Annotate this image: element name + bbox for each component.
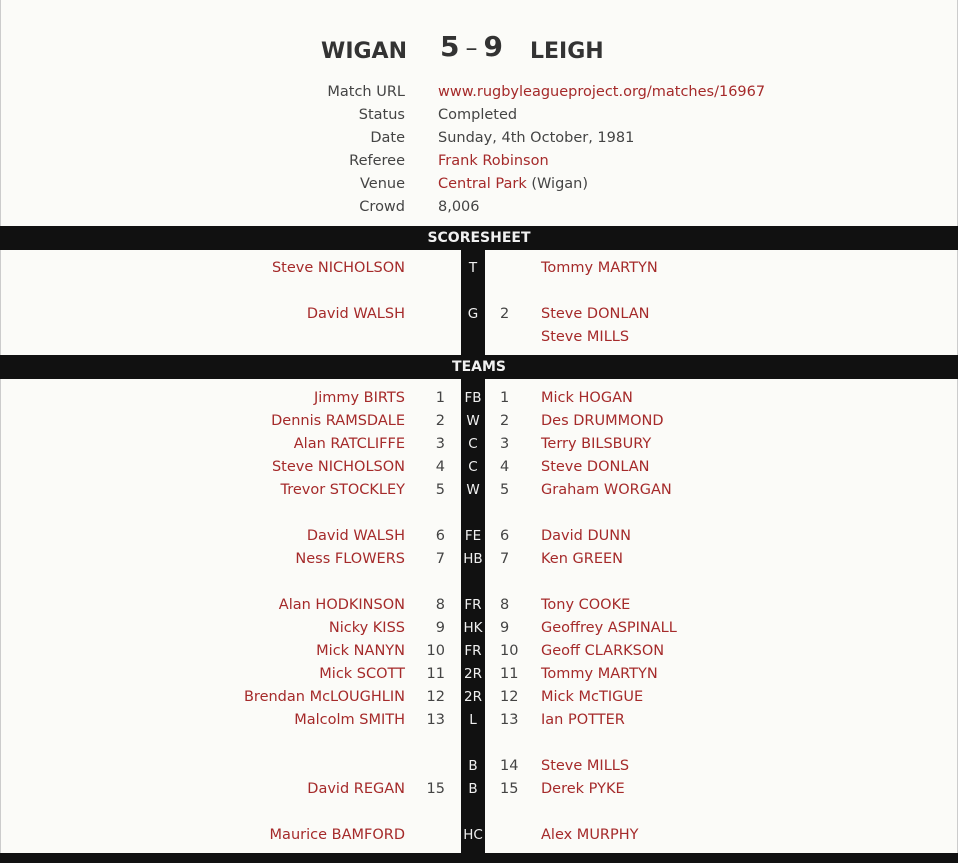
away-player-link[interactable]: Graham WORGAN xyxy=(541,482,672,498)
info-row xyxy=(0,196,958,219)
home-number: 5 xyxy=(435,482,445,498)
teams-row xyxy=(0,755,958,778)
teams-row xyxy=(0,709,958,732)
away-player-link[interactable]: Tommy MARTYN xyxy=(541,260,658,276)
teams-row xyxy=(0,525,958,548)
home-player-link[interactable]: Steve NICHOLSON xyxy=(271,459,405,475)
scoresheet-row xyxy=(0,280,958,303)
home-number: 12 xyxy=(426,689,445,705)
away-player-link[interactable]: Steve DONLAN xyxy=(541,459,650,475)
info-label: Venue xyxy=(359,176,405,192)
match-header xyxy=(0,30,958,70)
position-label: C xyxy=(468,459,478,475)
away-player-link[interactable]: Mick McTIGUE xyxy=(541,689,644,705)
away-player-link[interactable]: Ken GREEN xyxy=(541,551,623,567)
away-number: 5 xyxy=(500,482,510,498)
away-number: 4 xyxy=(500,459,510,475)
teams-row xyxy=(0,686,958,709)
home-number: 9 xyxy=(435,620,445,636)
away-player-link[interactable]: Steve MILLS xyxy=(541,758,630,774)
home-number: 3 xyxy=(435,436,445,452)
teams-row xyxy=(0,778,958,801)
away-player-link[interactable]: Ian POTTER xyxy=(541,712,625,728)
away-number: 13 xyxy=(500,712,519,728)
home-score: 5 xyxy=(440,30,460,63)
scoresheet-row xyxy=(0,303,958,326)
home-player-link[interactable]: Mick SCOTT xyxy=(319,666,405,682)
away-number: 7 xyxy=(500,551,510,567)
home-number: 2 xyxy=(435,413,445,429)
home-number: 6 xyxy=(435,528,445,544)
info-value xyxy=(438,104,517,127)
info-value xyxy=(438,81,765,104)
position-label: FR xyxy=(464,597,482,613)
info-value xyxy=(438,196,480,219)
home-player-link[interactable]: Dennis RAMSDALE xyxy=(271,413,405,429)
home-number: 4 xyxy=(435,459,445,475)
info-value xyxy=(438,150,549,173)
teams-row xyxy=(0,617,958,640)
teams-row xyxy=(0,801,958,824)
info-label: Status xyxy=(358,107,405,123)
info-link[interactable]: Central Park xyxy=(438,176,527,192)
info-label: Date xyxy=(370,130,405,146)
away-player-link[interactable]: Geoffrey ASPINALL xyxy=(541,620,677,636)
teams-row xyxy=(0,640,958,663)
home-number: 7 xyxy=(435,551,445,567)
match-score xyxy=(440,30,503,63)
away-player-link[interactable]: Steve DONLAN xyxy=(541,306,650,322)
away-number: 2 xyxy=(500,306,510,322)
home-player-link[interactable]: David REGAN xyxy=(307,781,405,797)
position-label: B xyxy=(468,781,478,797)
teams-row xyxy=(0,594,958,617)
teams-row xyxy=(0,502,958,525)
away-player-link[interactable]: Tommy MARTYN xyxy=(541,666,658,682)
position-label: T xyxy=(468,260,478,276)
teams-row xyxy=(0,732,958,755)
away-score: 9 xyxy=(483,30,503,63)
info-row xyxy=(0,127,958,150)
home-number: 1 xyxy=(435,390,445,406)
info-text: 8,006 xyxy=(438,199,480,215)
info-link[interactable]: www.rugbyleagueproject.org/matches/16967 xyxy=(438,84,766,100)
info-text: Sunday, 4th October, 1981 xyxy=(438,130,635,146)
home-player-link[interactable]: David WALSH xyxy=(306,306,405,322)
position-label: W xyxy=(466,482,480,498)
info-row xyxy=(0,81,958,104)
home-player-link[interactable]: Brendan McLOUGHLIN xyxy=(243,689,405,705)
position-label: FB xyxy=(464,390,482,406)
position-label: HK xyxy=(463,620,483,636)
scoresheet-header: SCORESHEET xyxy=(0,226,958,250)
teams-row xyxy=(0,433,958,456)
away-number: 11 xyxy=(500,666,519,682)
away-team-name: LEIGH xyxy=(530,39,604,64)
away-player-link[interactable]: Tony COOKE xyxy=(541,597,631,613)
away-number: 6 xyxy=(500,528,510,544)
away-player-link[interactable]: Terry BILSBURY xyxy=(541,436,652,452)
scoresheet-row xyxy=(0,326,958,349)
position-label: B xyxy=(468,758,478,774)
position-label: G xyxy=(467,306,479,322)
home-player-link[interactable]: Jimmy BIRTS xyxy=(313,390,405,406)
home-player-link[interactable]: Mick NANYN xyxy=(316,643,405,659)
position-label: 2R xyxy=(464,666,482,682)
match-info xyxy=(0,81,958,219)
home-player-link[interactable]: Malcolm SMITH xyxy=(294,712,405,728)
home-player-link[interactable]: Ness FLOWERS xyxy=(295,551,405,567)
away-player-link[interactable]: David DUNN xyxy=(541,528,631,544)
home-number: 10 xyxy=(426,643,445,659)
teams-row xyxy=(0,663,958,686)
position-label: 2R xyxy=(464,689,482,705)
away-player-link[interactable]: Des DRUMMOND xyxy=(541,413,664,429)
away-number: 1 xyxy=(500,390,510,406)
away-number: 3 xyxy=(500,436,510,452)
info-row xyxy=(0,173,958,196)
position-label: FE xyxy=(464,528,482,544)
info-value xyxy=(438,173,588,196)
home-player-link[interactable]: Alan HODKINSON xyxy=(278,597,405,613)
away-number: 8 xyxy=(500,597,510,613)
home-player-link[interactable]: Trevor STOCKLEY xyxy=(280,482,405,498)
position-label: L xyxy=(469,712,477,728)
away-number: 10 xyxy=(500,643,519,659)
info-row xyxy=(0,150,958,173)
away-number: 12 xyxy=(500,689,519,705)
home-number: 13 xyxy=(426,712,445,728)
teams-row xyxy=(0,387,958,410)
teams-row xyxy=(0,456,958,479)
away-player-link[interactable]: Derek PYKE xyxy=(541,781,625,797)
home-player-link[interactable]: David WALSH xyxy=(306,528,405,544)
info-label: Match URL xyxy=(327,84,405,100)
position-label: HB xyxy=(463,551,483,567)
info-label: Crowd xyxy=(359,199,405,215)
away-number: 15 xyxy=(500,781,519,797)
teams-header: TEAMS xyxy=(0,355,958,379)
info-value xyxy=(438,127,634,150)
away-player-link[interactable]: Steve MILLS xyxy=(541,329,630,345)
score-separator: – xyxy=(465,34,478,62)
away-player-link[interactable]: Mick HOGAN xyxy=(541,390,633,406)
info-row xyxy=(0,104,958,127)
teams-row xyxy=(0,824,958,847)
position-label: HC xyxy=(463,827,483,843)
position-label: C xyxy=(468,436,478,452)
home-team-name: WIGAN xyxy=(321,39,407,64)
info-label: Referee xyxy=(349,153,405,169)
teams-row xyxy=(0,571,958,594)
info-text: Completed xyxy=(438,107,518,123)
home-player-link[interactable]: Maurice BAMFORD xyxy=(269,827,405,843)
away-player-link[interactable]: Geoff CLARKSON xyxy=(541,643,665,659)
home-number: 15 xyxy=(426,781,445,797)
info-suffix: (Wigan) xyxy=(526,176,588,192)
teams-row xyxy=(0,410,958,433)
position-label: FR xyxy=(464,643,482,659)
teams-row xyxy=(0,548,958,571)
away-player-link[interactable]: Alex MURPHY xyxy=(541,827,639,843)
home-player-link[interactable]: Nicky KISS xyxy=(328,620,405,636)
home-number: 11 xyxy=(426,666,445,682)
info-link[interactable]: Frank Robinson xyxy=(438,153,549,169)
away-number: 9 xyxy=(500,620,510,636)
teams-row xyxy=(0,479,958,502)
footer-bar xyxy=(0,853,958,863)
scoresheet-row xyxy=(0,257,958,280)
away-number: 2 xyxy=(500,413,510,429)
home-number: 8 xyxy=(435,597,445,613)
home-player-link[interactable]: Steve NICHOLSON xyxy=(271,260,405,276)
position-label: W xyxy=(466,413,480,429)
home-player-link[interactable]: Alan RATCLIFFE xyxy=(293,436,405,452)
away-number: 14 xyxy=(500,758,519,774)
